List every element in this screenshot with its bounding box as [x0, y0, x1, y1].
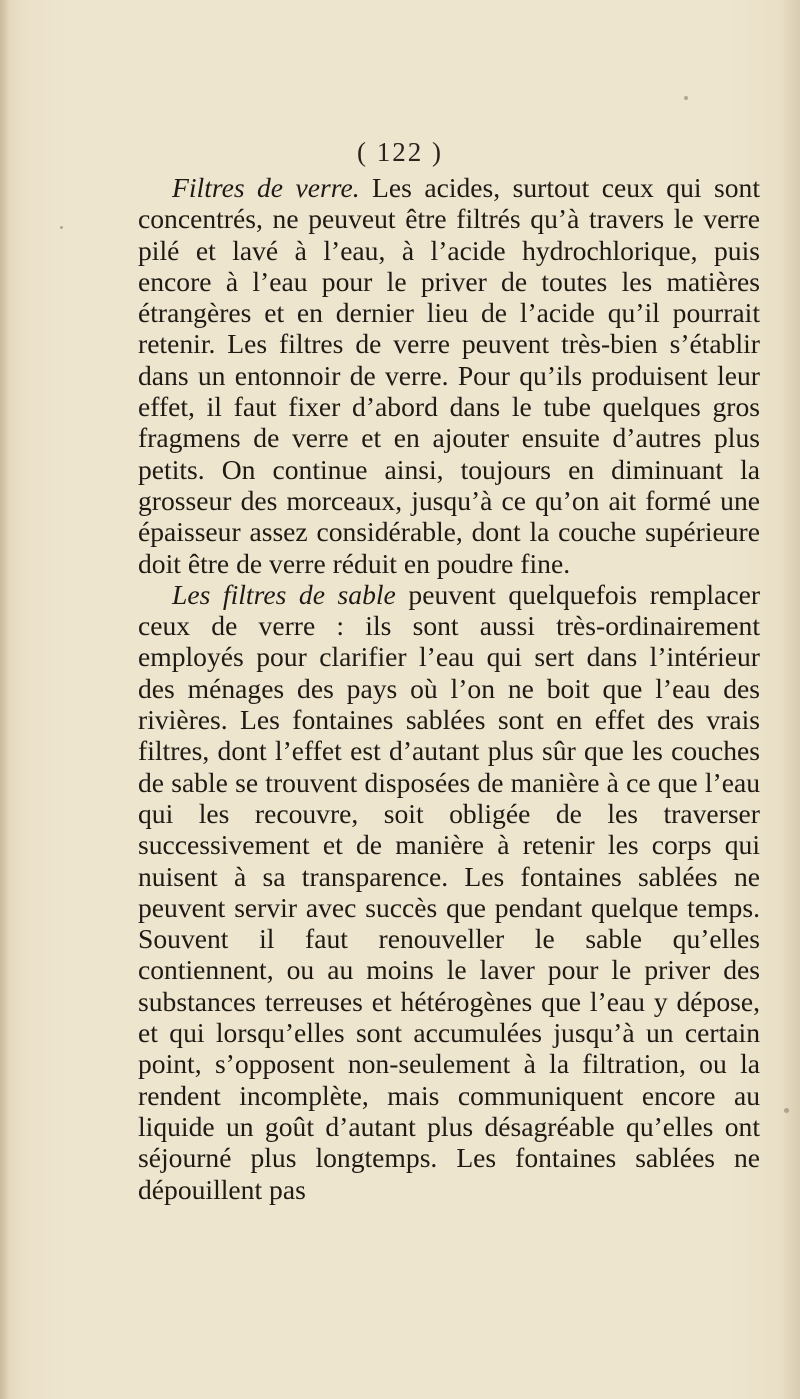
- paragraph-body: Les acides, surtout ceux qui sont concentrés, ne peuveut être filtrés qu’à travers le verre pilé et lavé à l’eau, à l’acide hydrochlorique, puis encore à l’eau pour le priver de toutes les matières étrangères et en dernier lieu de l’acide qu’il pourrait retenir. Les filtres de verre peuvent très-bien s’établir dans un entonnoir de verre. Pour qu’ils produisent leur effet, il faut fixer d’abord dans le tube quelques gros fragmens de verre et en ajouter ensuite d’autres plus petits. On continue ainsi, toujours en diminuant la grosseur des morceaux, jusqu’à ce qu’on ait formé une épaisseur assez considérable, dont la couche supérieure doit être de verre réduit en poudre fine.: [138, 172, 760, 579]
- paragraph-lead-italic: Les filtres de sable: [172, 578, 396, 610]
- paragraph-lead-italic: Filtres de verre.: [172, 172, 360, 203]
- paper-speck: [784, 1108, 789, 1113]
- paper-speck: [60, 226, 63, 229]
- paragraph-filtres-de-sable: [138, 579, 760, 1205]
- page-number: ( 122 ): [357, 137, 443, 167]
- paragraph-filtres-de-verre: [138, 172, 760, 579]
- page-gutter-shadow: [0, 0, 10, 1399]
- paragraph-body: peuvent quelquefois remplacer ceux de verre : ils sont aussi très-ordinairement employés pour clarifier l’eau qui sert dans l’intérieur des ménages des pays où l’on ne boit que l’eau des rivières. Les fontaines sablées sont en effet des vrais filtres, dont l’effet est d’autant plus sûr que les couches de sable se trouvent disposées de manière à ce que l’eau qui les recouvre, soit obligée de les traverser successivement et de manière à retenir les corps qui nuisent à sa transparence. Les fontaines sablées ne peuvent servir avec succès que pendant quelque temps. Souvent il faut renouveller le sable qu’elles contiennent, ou au moins le laver pour le priver des substances terreuses et hétérogènes que l’eau y dépose, et qui lorsqu’elles sont accumulées jusqu’à un certain point, s’opposent non-seulement à la filtration, ou la rendent incomplète, mais communiquent encore au liquide un goût d’autant plus désagréable qu’elles ont séjourné plus longtemps. Les fontaines sablées ne dépouillent pas: [138, 578, 761, 1205]
- paper-speck: [684, 96, 688, 100]
- body-text: [138, 172, 760, 1205]
